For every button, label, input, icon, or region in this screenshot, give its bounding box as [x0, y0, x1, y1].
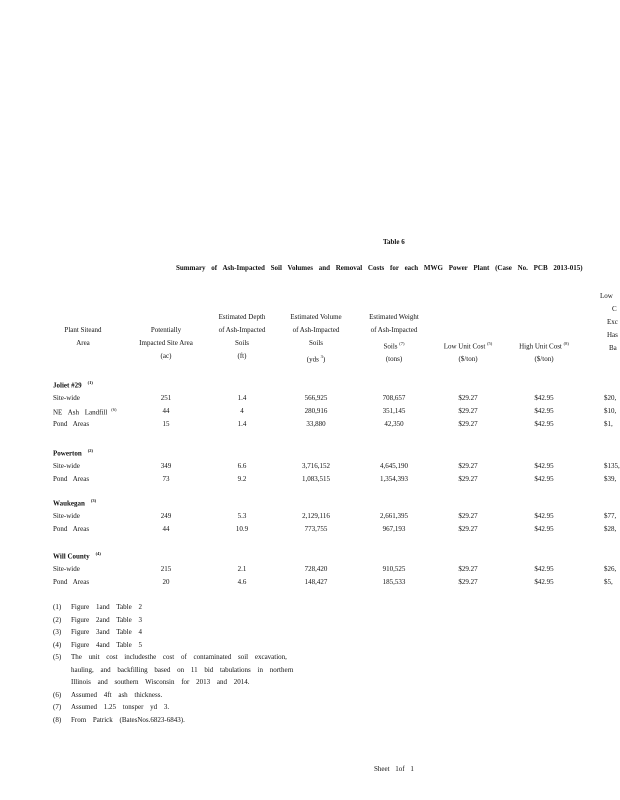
row-label-text: Pond Areas — [53, 578, 90, 586]
row-label-text: Pond Areas — [53, 525, 90, 533]
footnote-number: (2) — [53, 615, 62, 624]
cell-cut: $5, — [604, 578, 613, 586]
group-title — [53, 448, 93, 457]
row-footnote-ref: (6) — [111, 407, 117, 412]
footnote-line — [53, 652, 287, 662]
cell-volume: 148,427 — [304, 578, 328, 586]
cell-low: $29.27 — [458, 512, 478, 520]
header-depth: Estimated Depth of Ash-Impacted Soils (ft) — [218, 313, 266, 360]
cell-area: 251 — [160, 394, 172, 402]
row-label — [53, 512, 80, 520]
footnote-text: Figure 3and Table 4 — [71, 628, 142, 636]
footnote-line — [53, 702, 169, 712]
footnote-text: Illinois and southern Wisconsin for 2013 and 2014. — [71, 678, 250, 686]
cell-area: 15 — [162, 420, 170, 428]
cell-area: 73 — [162, 475, 170, 483]
footnote-number: (5) — [53, 653, 62, 661]
cell-weight: 4,645,190 — [380, 462, 408, 470]
cell-low: $29.27 — [458, 407, 478, 415]
cell-weight: 708,657 — [382, 394, 406, 402]
cell-area: 20 — [162, 578, 170, 586]
row-label — [53, 407, 117, 416]
cell-volume: 1,083,515 — [302, 475, 330, 483]
header-weight: Estimated Weight of Ash-Impacted Soils $^{(7)}$ (tons) — [369, 313, 419, 364]
group-name: Waukegan — [53, 499, 85, 508]
cell-volume: 33,880 — [306, 420, 326, 428]
cell-high: $42.95 — [534, 565, 554, 573]
header-area: Potentially Impacted Site Area (ac) — [139, 326, 193, 360]
cell-area: 349 — [160, 462, 172, 470]
cell-area: 44 — [162, 407, 170, 415]
footnote-line — [53, 690, 162, 700]
footnote-line — [53, 640, 142, 650]
cell-high: $42.95 — [534, 462, 554, 470]
cell-depth: 5.3 — [237, 512, 247, 520]
header-high-cost: High Unit Cost $^{(8)}$ ($/ton) — [519, 341, 569, 364]
cell-low: $29.27 — [458, 525, 478, 533]
header-volume: Estimated Volume of Ash-Impacted Soils (yds $^3$) — [290, 313, 342, 364]
footnote-line — [53, 677, 249, 687]
footnote-text: Figure 4and Table 5 — [71, 640, 142, 649]
footnote-text: hauling, and backfilling based on 11 bid tabulations in northern — [71, 665, 294, 674]
row-label-text: NE Ash Landfill — [53, 408, 108, 417]
cell-weight: 351,145 — [382, 407, 406, 415]
row-label-text: Site-wide — [53, 565, 80, 573]
group-title — [53, 551, 101, 560]
footnote-text: The unit cost includesthe cost of contaminated soil excavation, — [71, 653, 287, 661]
group-name: Joliet #29 — [53, 381, 82, 390]
row-label — [53, 462, 80, 470]
cell-low: $29.27 — [458, 578, 478, 586]
cell-volume: 3,716,152 — [302, 462, 330, 470]
footnote-line — [53, 665, 293, 675]
cell-low: $29.27 — [458, 394, 478, 402]
footnote-number: (4) — [53, 640, 62, 649]
group-footnote-ref: (3) — [90, 498, 97, 503]
footnote-line — [53, 602, 142, 612]
cell-depth: 1.4 — [237, 420, 247, 428]
row-label-text: Pond Areas — [53, 475, 90, 483]
footnote-number: (1) — [53, 603, 62, 611]
cell-depth: 9.2 — [237, 475, 247, 483]
cell-weight: 42,350 — [384, 420, 404, 428]
cell-depth: 1.4 — [237, 394, 247, 402]
cell-low: $29.27 — [458, 462, 478, 470]
cell-depth: 4.6 — [237, 578, 247, 586]
cell-high: $42.95 — [534, 394, 554, 402]
cell-high: $42.95 — [534, 407, 554, 415]
table-label: Table 6 — [383, 238, 405, 246]
cell-volume: 566,925 — [304, 394, 328, 402]
cell-cut: $77, — [604, 512, 617, 520]
footnote-text: Figure 1and Table 2 — [71, 603, 142, 611]
cell-depth: 6.6 — [237, 462, 247, 470]
footnote-number: (3) — [53, 628, 62, 636]
cell-low: $29.27 — [458, 565, 478, 573]
cell-cut: $135, — [604, 462, 620, 470]
group-footnote-ref: (1) — [87, 380, 93, 385]
cell-weight: 967,193 — [382, 525, 406, 533]
cell-weight: 185,533 — [382, 578, 406, 586]
cell-low: $29.27 — [458, 420, 478, 428]
cell-depth: 10.9 — [235, 525, 249, 533]
footnote-text: Assumed 4ft ash thickness. — [71, 690, 163, 699]
group-footnote-ref: (2) — [87, 448, 94, 453]
cell-volume: 728,420 — [304, 565, 328, 573]
cell-low: $29.27 — [458, 475, 478, 483]
group-title — [53, 498, 96, 507]
footnote-line — [53, 715, 185, 725]
cell-cut: $1, — [604, 420, 613, 428]
cell-cut: $10, — [604, 407, 617, 415]
group-name: Powerton — [53, 449, 82, 458]
group-footnote-ref: (4) — [95, 551, 101, 556]
row-label — [53, 565, 80, 573]
header-cut-column: Low C Exc Has Ba — [600, 292, 618, 352]
footnote-number: (7) — [53, 703, 62, 711]
group-name: Will County — [53, 552, 90, 561]
row-label-text: Pond Areas — [53, 420, 90, 428]
page-footer: Sheet 1of 1 — [374, 765, 414, 773]
footnote-number: (8) — [53, 715, 62, 724]
footnote-line — [53, 627, 142, 637]
cell-high: $42.95 — [534, 525, 554, 533]
cell-cut: $39, — [604, 475, 617, 483]
row-label-text: Site-wide — [53, 512, 80, 520]
footnote-number: (6) — [53, 690, 62, 699]
row-label — [53, 578, 89, 586]
cell-high: $42.95 — [534, 475, 554, 483]
cell-area: 215 — [160, 565, 172, 573]
row-label — [53, 420, 89, 428]
cell-volume: 280,916 — [304, 407, 328, 415]
cell-high: $42.95 — [534, 420, 554, 428]
row-label — [53, 394, 80, 402]
cell-high: $42.95 — [534, 578, 554, 586]
footnote-text: Assumed 1.25 tonsper yd 3. — [71, 703, 170, 711]
cell-high: $42.95 — [534, 512, 554, 520]
cell-weight: 1,354,393 — [380, 475, 408, 483]
footnote-line — [53, 615, 142, 625]
group-title — [53, 380, 93, 389]
row-label — [53, 525, 89, 533]
cell-area: 249 — [160, 512, 172, 520]
cell-cut: $26, — [604, 565, 617, 573]
cell-depth: 4 — [240, 407, 244, 415]
row-label-text: Site-wide — [53, 462, 80, 470]
footnote-text: Figure 2and Table 3 — [71, 615, 142, 624]
cell-cut: $28, — [604, 525, 617, 533]
cell-cut: $20, — [604, 394, 617, 402]
cell-area: 44 — [162, 525, 170, 533]
header-low-cost: Low Unit Cost $^{(5)}$ ($/ton) — [443, 341, 493, 364]
row-label-text: Site-wide — [53, 394, 80, 402]
cell-volume: 773,755 — [304, 525, 328, 533]
footnote-text: From Patrick (BatesNos.6823-6843). — [71, 715, 185, 724]
row-label — [53, 475, 89, 483]
cell-volume: 2,129,116 — [302, 512, 330, 520]
cell-weight: 2,661,395 — [380, 512, 408, 520]
table-title: Summary of Ash-Impacted Soil Volumes and Removal Costs for each MWG Power Plant (Case No. PCB 2013-015) — [176, 264, 583, 272]
header-plant: Plant Siteand Area — [64, 326, 102, 347]
cell-depth: 2.1 — [237, 565, 247, 573]
cell-weight: 910,525 — [382, 565, 406, 573]
